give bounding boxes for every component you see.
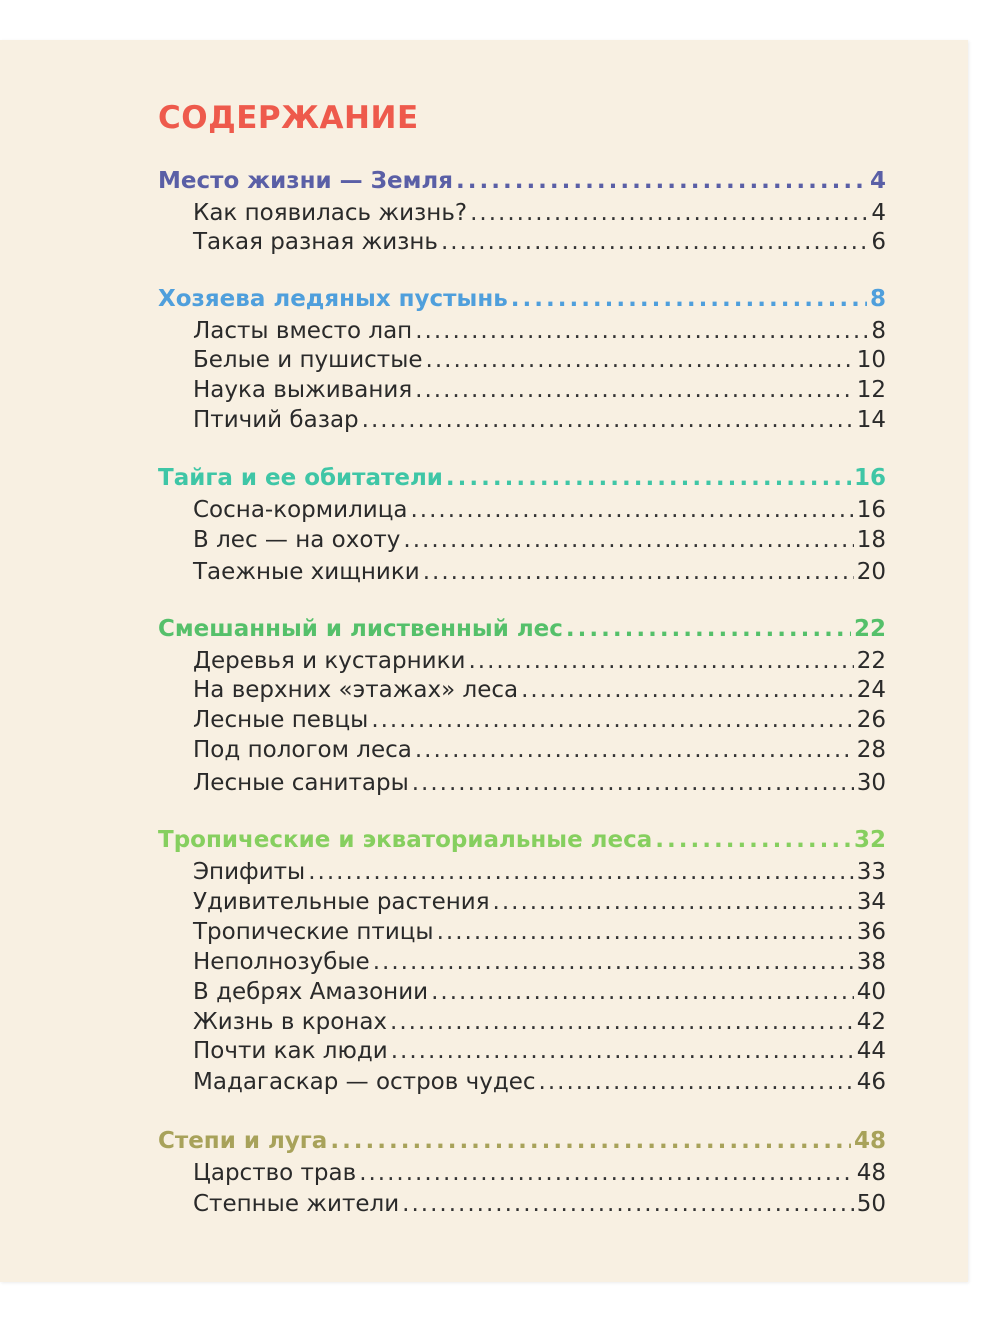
- toc-page-number: 33: [856, 859, 886, 885]
- leader-dots: [655, 827, 851, 853]
- toc-section-steppes[interactable]: [158, 1128, 886, 1154]
- leader-dots: [390, 1009, 854, 1035]
- toc-item-title: Как появилась жизнь?: [193, 200, 468, 226]
- leader-dots: [415, 737, 854, 763]
- toc-item[interactable]: [193, 1009, 886, 1035]
- toc-item-title: Удивительные растения: [193, 889, 490, 915]
- toc-page-number: 50: [856, 1191, 886, 1217]
- leader-dots: [362, 407, 854, 433]
- leader-dots: [359, 1160, 854, 1186]
- toc-section-tropical-forests[interactable]: [158, 827, 886, 853]
- toc-page-number: 24: [856, 677, 886, 703]
- toc-page-number: 32: [853, 827, 886, 853]
- toc-item[interactable]: [193, 407, 886, 433]
- leader-dots: [308, 859, 854, 885]
- leader-dots: [373, 949, 854, 975]
- toc-item[interactable]: [193, 707, 886, 733]
- toc-item[interactable]: [193, 527, 886, 553]
- leader-dots: [330, 1128, 851, 1154]
- leader-dots: [403, 527, 853, 553]
- leader-dots: [566, 616, 851, 642]
- toc-item[interactable]: [193, 677, 886, 703]
- toc-item-title: Под пологом леса: [193, 737, 412, 763]
- toc-section-title: Хозяева ледяных пустынь: [158, 286, 508, 312]
- toc-item-title: Степные жители: [193, 1191, 400, 1217]
- toc-page-number: 46: [856, 1069, 886, 1095]
- toc-section-ice-deserts[interactable]: [158, 286, 886, 312]
- leader-dots: [415, 318, 868, 344]
- leader-dots: [412, 770, 854, 796]
- toc-page-number: 42: [856, 1009, 886, 1035]
- toc-item-title: Тропические птицы: [193, 919, 434, 945]
- leader-dots: [521, 677, 854, 703]
- toc-item-title: В дебрях Амазонии: [193, 979, 429, 1005]
- toc-page-number: 16: [856, 497, 886, 523]
- leader-dots: [371, 707, 853, 733]
- toc-item[interactable]: [193, 1160, 886, 1186]
- leader-dots: [511, 286, 867, 312]
- toc-section-earth[interactable]: [158, 168, 886, 194]
- toc-item-title: Мадагаскар — остров чудес: [193, 1069, 536, 1095]
- toc-page-number: 44: [856, 1038, 886, 1064]
- leader-dots: [423, 559, 854, 585]
- toc-item-title: Эпифиты: [193, 859, 306, 885]
- toc-item-title: Ласты вместо лап: [193, 318, 413, 344]
- toc-page-number: 20: [856, 559, 886, 585]
- leader-dots: [415, 377, 854, 403]
- leader-dots: [410, 497, 853, 523]
- toc-item[interactable]: [193, 919, 886, 945]
- toc-item-title: В лес — на охоту: [193, 527, 401, 553]
- toc-page-number: 8: [869, 286, 886, 312]
- toc-item[interactable]: [193, 889, 886, 915]
- leader-dots: [391, 1038, 854, 1064]
- leader-dots: [539, 1069, 854, 1095]
- leader-dots: [441, 229, 868, 255]
- toc-page-number: 30: [856, 770, 886, 796]
- leader-dots: [437, 919, 854, 945]
- toc-item[interactable]: [193, 1191, 886, 1217]
- toc-page-number: 34: [856, 889, 886, 915]
- toc-page-number: 48: [853, 1128, 886, 1154]
- toc-page-number: 40: [856, 979, 886, 1005]
- toc-section-taiga[interactable]: [158, 465, 886, 491]
- toc-page-number: 4: [869, 168, 886, 194]
- toc-page-number: 22: [856, 648, 886, 674]
- toc-item[interactable]: [193, 770, 886, 796]
- toc-section-title: Место жизни — Земля: [158, 168, 454, 194]
- toc-item[interactable]: [193, 559, 886, 585]
- toc-section-title: Степи и луга: [158, 1128, 328, 1154]
- leader-dots: [426, 347, 854, 373]
- toc-item[interactable]: [193, 1069, 886, 1095]
- toc-page-number: 6: [871, 229, 886, 255]
- toc-item-title: Птичий базар: [193, 407, 359, 433]
- leader-dots: [470, 200, 868, 226]
- toc-item[interactable]: [193, 497, 886, 523]
- toc-item[interactable]: [193, 347, 886, 373]
- toc-item-title: Царство трав: [193, 1160, 357, 1186]
- page-title: СОДЕРЖАНИЕ: [158, 100, 419, 136]
- toc-item[interactable]: [193, 318, 886, 344]
- toc-item[interactable]: [193, 229, 886, 255]
- leader-dots: [446, 465, 851, 491]
- toc-page-number: 22: [853, 616, 886, 642]
- leader-dots: [431, 979, 854, 1005]
- toc-page-number: 14: [856, 407, 886, 433]
- toc-item-title: Жизнь в кронах: [193, 1009, 388, 1035]
- toc-item[interactable]: [193, 979, 886, 1005]
- toc-item[interactable]: [193, 737, 886, 763]
- leader-dots: [493, 889, 854, 915]
- toc-page-number: 48: [856, 1160, 886, 1186]
- toc-page-number: 4: [871, 200, 886, 226]
- toc-section-mixed-forest[interactable]: [158, 616, 886, 642]
- leader-dots: [456, 168, 867, 194]
- toc-item-title: Белые и пушистые: [193, 347, 423, 373]
- toc-item[interactable]: [193, 859, 886, 885]
- toc-section-title: Тропические и экваториальные леса: [158, 827, 653, 853]
- toc-item-title: Неполнозубые: [193, 949, 370, 975]
- leader-dots: [468, 648, 853, 674]
- leader-dots: [402, 1191, 854, 1217]
- toc-item[interactable]: [193, 377, 886, 403]
- toc-item-title: Деревья и кустарники: [193, 648, 466, 674]
- toc-item-title: Такая разная жизнь: [193, 229, 438, 255]
- toc-item[interactable]: [193, 1038, 886, 1064]
- toc-page-number: 8: [871, 318, 886, 344]
- toc-item[interactable]: [193, 648, 886, 674]
- toc-page-number: 38: [856, 949, 886, 975]
- toc-section-title: Смешанный и лиственный лес: [158, 616, 563, 642]
- toc-item[interactable]: [193, 949, 886, 975]
- toc-item-title: Лесные певцы: [193, 707, 369, 733]
- toc-item-title: На верхних «этажах» леса: [193, 677, 519, 703]
- toc-item-title: Сосна-кормилица: [193, 497, 408, 523]
- toc-page-number: 26: [856, 707, 886, 733]
- toc-item-title: Лесные санитары: [193, 770, 409, 796]
- toc-page-number: 28: [856, 737, 886, 763]
- toc-section-title: Тайга и ее обитатели: [158, 465, 443, 491]
- toc-page-number: 10: [856, 347, 886, 373]
- toc-page-number: 36: [856, 919, 886, 945]
- toc-page-number: 16: [853, 465, 886, 491]
- toc-page-number: 18: [856, 527, 886, 553]
- toc-page-number: 12: [856, 377, 886, 403]
- toc-item-title: Почти как люди: [193, 1038, 388, 1064]
- toc-item[interactable]: [193, 200, 886, 226]
- toc-item-title: Таежные хищники: [193, 559, 420, 585]
- toc-item-title: Наука выживания: [193, 377, 413, 403]
